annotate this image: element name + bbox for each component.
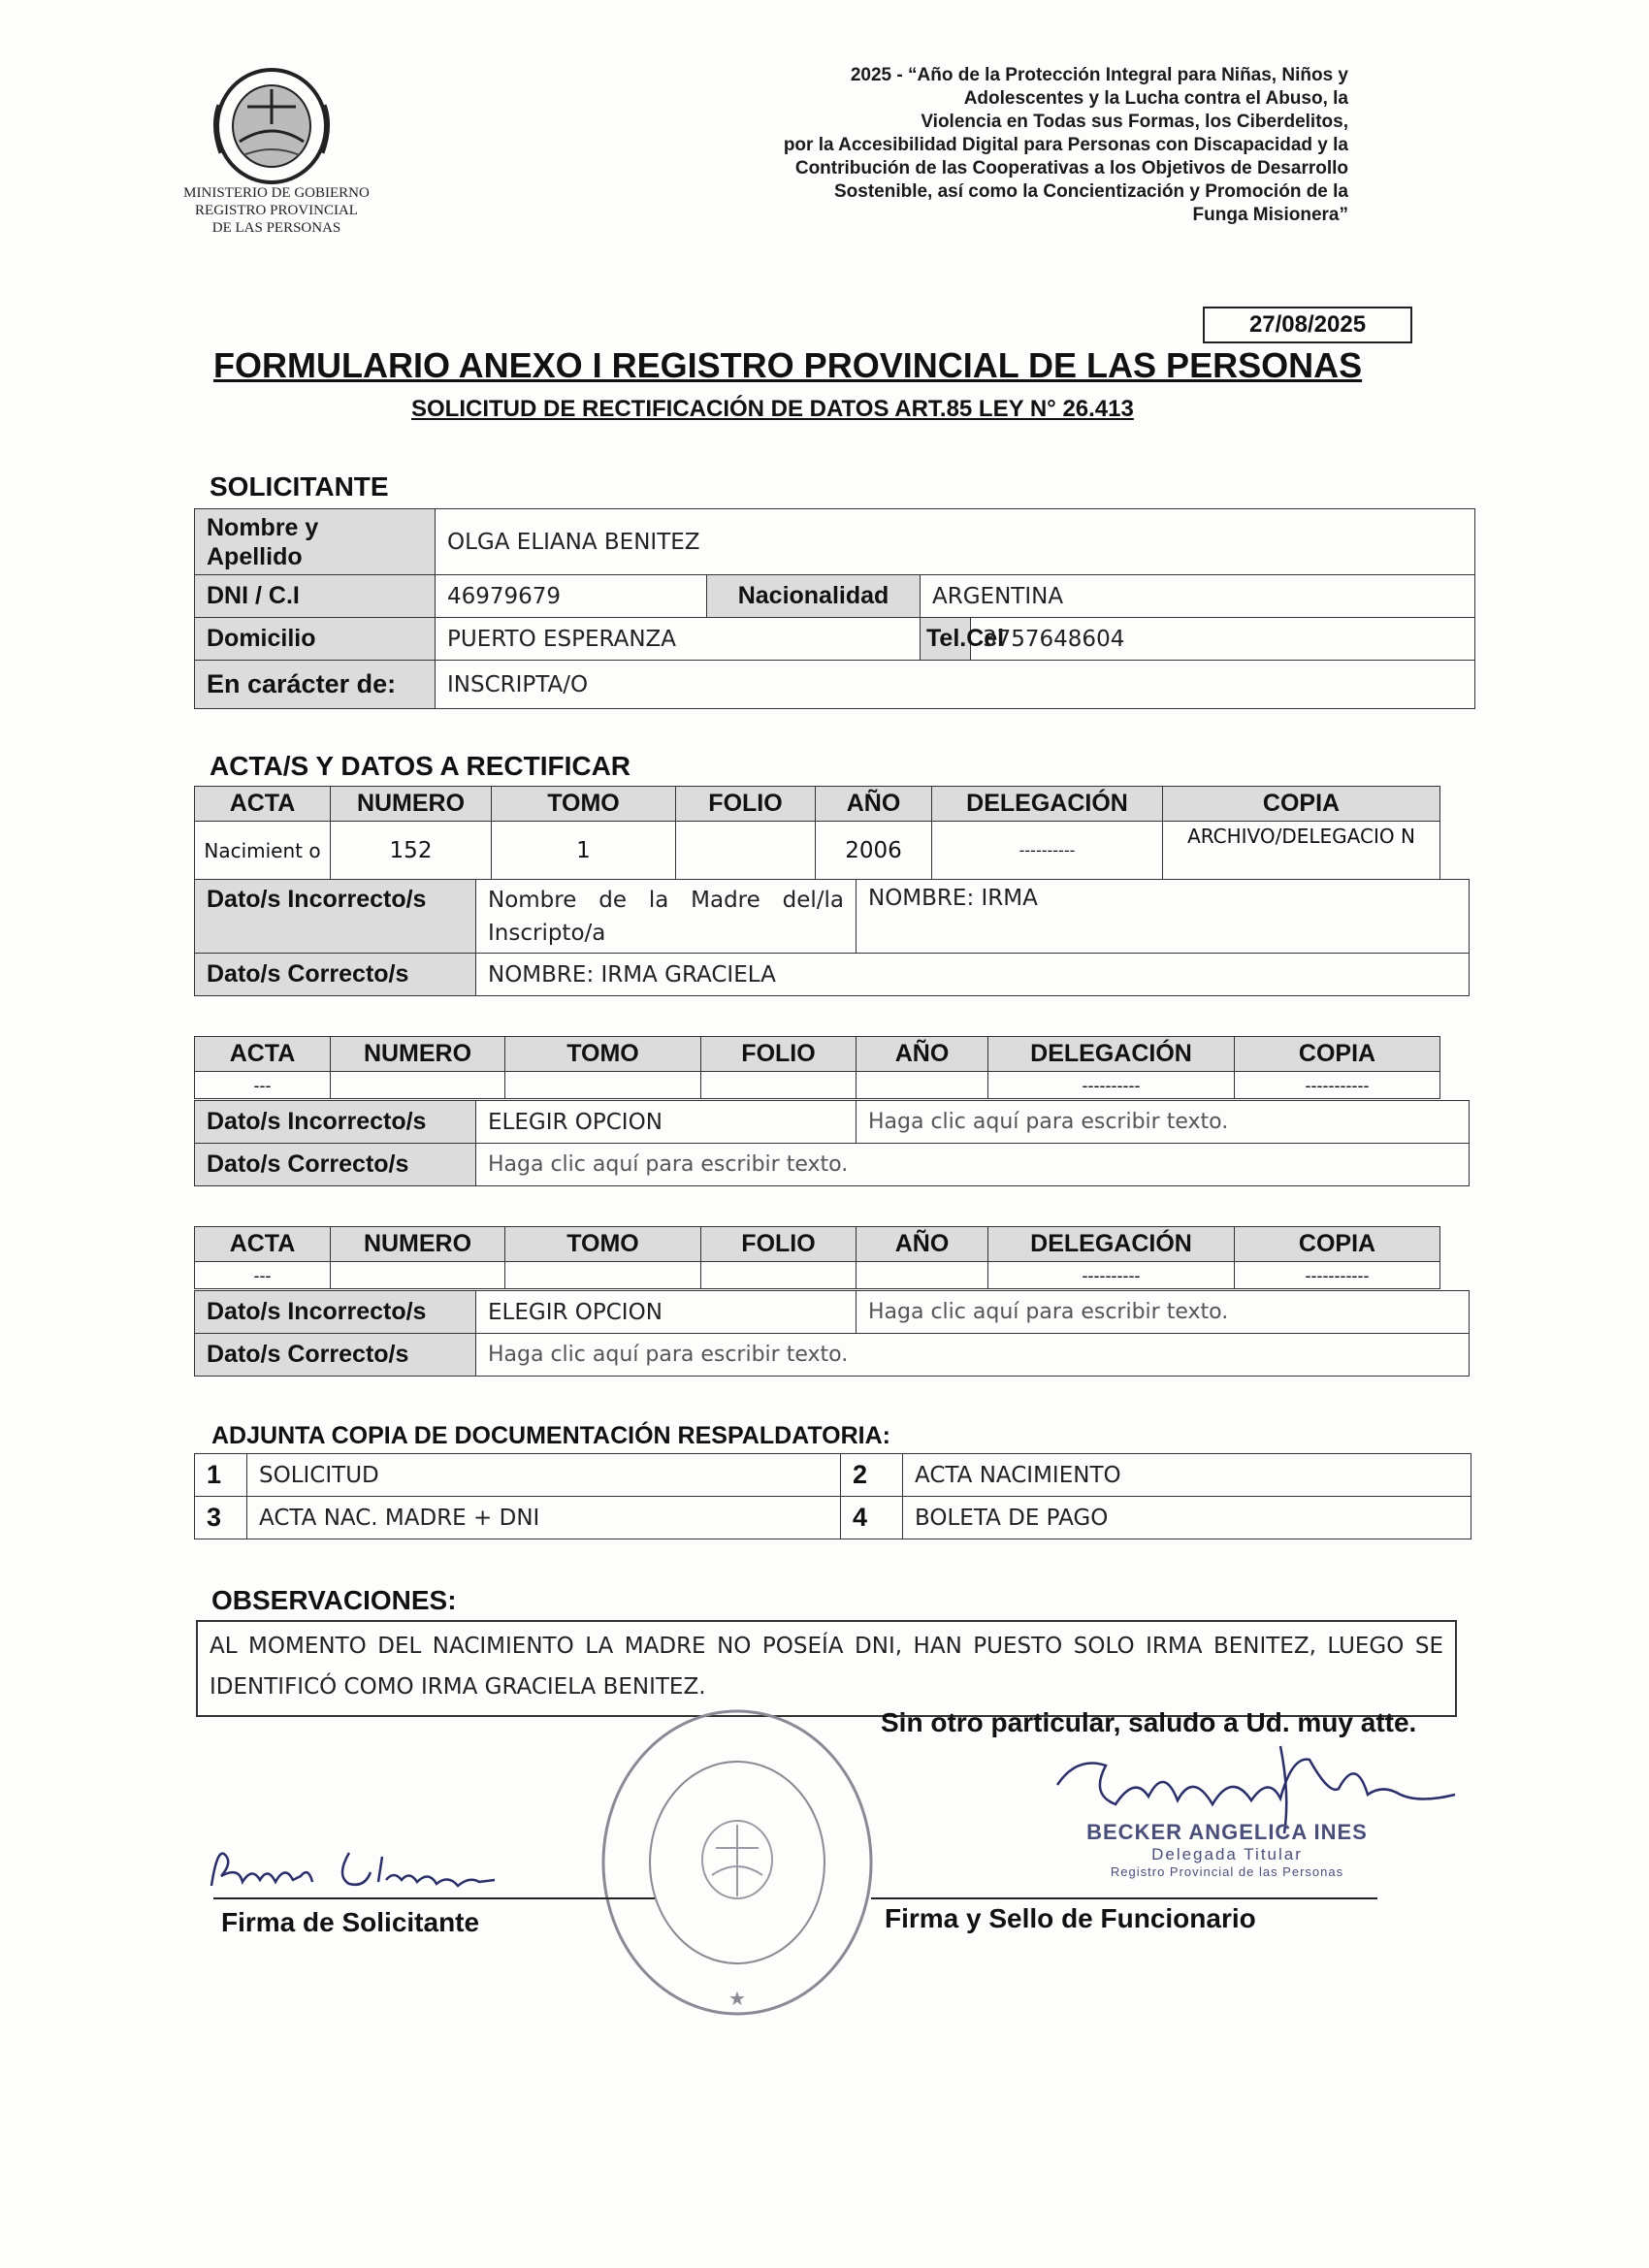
col-acta: ACTA <box>195 787 331 822</box>
nacionalidad-label: Nacionalidad <box>707 575 921 618</box>
folio-cell[interactable] <box>676 822 816 880</box>
folio-cell[interactable] <box>701 1072 857 1099</box>
col-delegacion: DELEGACIÓN <box>988 1227 1235 1262</box>
stamp-org: Registro Provincial de las Personas <box>1110 1864 1344 1879</box>
incorrecto-campo-select[interactable]: ELEGIR OPCION <box>476 1101 857 1144</box>
col-tomo: TOMO <box>492 787 676 822</box>
solicitante-table <box>194 508 1475 709</box>
solicitante-signature-line <box>213 1897 655 1899</box>
solicitante-heading: SOLICITANTE <box>210 471 389 502</box>
correcto-label: Dato/s Correcto/s <box>195 1144 476 1186</box>
acta-tipo-cell[interactable]: Nacimient o <box>195 822 331 880</box>
adjunto-num: 2 <box>841 1454 903 1497</box>
incorrecto-label: Dato/s Incorrecto/s <box>195 1101 476 1144</box>
acta-table-1 <box>194 786 1440 880</box>
correcto-valor[interactable]: Haga clic aquí para escribir texto. <box>476 1144 1470 1186</box>
adjunta-table <box>194 1453 1471 1539</box>
col-folio: FOLIO <box>701 1037 857 1072</box>
col-acta: ACTA <box>195 1227 331 1262</box>
correcto-valor[interactable]: NOMBRE: IRMA GRACIELA <box>476 954 1470 996</box>
delegation-seal <box>592 1702 883 2023</box>
funcionario-signature-label: Firma y Sello de Funcionario <box>885 1903 1256 1933</box>
delegacion-cell[interactable]: ---------- <box>988 1262 1235 1289</box>
dni-label: DNI / C.I <box>195 575 436 618</box>
incorrecto-label: Dato/s Incorrecto/s <box>195 880 476 954</box>
nombre-field[interactable]: OLGA ELIANA BENITEZ <box>436 509 1475 575</box>
dni-field[interactable]: 46979679 <box>436 575 707 618</box>
solicitante-signature <box>204 1837 534 1905</box>
form-subtitle: SOLICITUD DE RECTIFICACIÓN DE DATOS ART.85 LEY N° 26.413 <box>411 396 1134 422</box>
acta-table-2 <box>194 1036 1440 1099</box>
col-delegacion: DELEGACIÓN <box>932 787 1163 822</box>
col-tomo: TOMO <box>505 1037 701 1072</box>
col-copia: COPIA <box>1163 787 1440 822</box>
domicilio-label: Domicilio <box>195 618 436 661</box>
numero-cell[interactable] <box>331 1262 505 1289</box>
actas-heading: ACTA/S Y DATOS A RECTIFICAR <box>210 751 631 781</box>
copia-cell[interactable]: ARCHIVO/DELEGACIO N <box>1163 822 1440 880</box>
domicilio-field[interactable]: PUERTO ESPERANZA <box>436 618 921 661</box>
funcionario-signature-line <box>871 1897 1377 1899</box>
col-copia: COPIA <box>1235 1227 1440 1262</box>
observaciones-heading: OBSERVACIONES: <box>211 1585 457 1615</box>
tomo-cell[interactable]: 1 <box>492 822 676 880</box>
acta-datos-table-1 <box>194 879 1470 996</box>
caracter-field[interactable]: INSCRIPTA/O <box>436 661 1475 709</box>
adjunto-num: 3 <box>195 1497 247 1539</box>
incorrecto-valor[interactable]: Haga clic aquí para escribir texto. <box>857 1101 1470 1144</box>
form-title: FORMULARIO ANEXO I REGISTRO PROVINCIAL DE LAS PERSONAS <box>213 345 1363 385</box>
folio-cell[interactable] <box>701 1262 857 1289</box>
tomo-cell[interactable] <box>505 1262 701 1289</box>
svg-text:★: ★ <box>728 1987 746 2010</box>
adjunto-num: 1 <box>195 1454 247 1497</box>
col-folio: FOLIO <box>701 1227 857 1262</box>
correcto-valor[interactable]: Haga clic aquí para escribir texto. <box>476 1334 1470 1377</box>
adjunto-item[interactable]: ACTA NACIMIENTO <box>903 1454 1471 1497</box>
col-delegacion: DELEGACIÓN <box>988 1037 1235 1072</box>
ministry-name: MINISTERIO DE GOBIERNO REGISTRO PROVINCIAL DE LAS PERSONAS <box>183 185 370 236</box>
numero-cell[interactable] <box>331 1072 505 1099</box>
copia-cell[interactable]: ----------- <box>1235 1072 1440 1099</box>
anio-cell[interactable] <box>857 1072 988 1099</box>
correcto-label: Dato/s Correcto/s <box>195 954 476 996</box>
acta-tipo-cell[interactable]: --- <box>195 1262 331 1289</box>
numero-cell[interactable]: 152 <box>331 822 492 880</box>
caracter-label: En carácter de: <box>195 661 436 709</box>
funcionario-stamp <box>1067 1820 1387 1879</box>
col-copia: COPIA <box>1235 1037 1440 1072</box>
copia-cell[interactable]: ----------- <box>1235 1262 1440 1289</box>
provincial-logo <box>209 66 335 186</box>
col-folio: FOLIO <box>676 787 816 822</box>
col-anio: AÑO <box>857 1037 988 1072</box>
correcto-label: Dato/s Correcto/s <box>195 1334 476 1377</box>
adjunto-num: 4 <box>841 1497 903 1539</box>
col-anio: AÑO <box>816 787 932 822</box>
solicitante-signature-label: Firma de Solicitante <box>221 1907 480 1937</box>
delegacion-cell[interactable]: ---------- <box>932 822 1163 880</box>
stamp-role: Delegada Titular <box>1151 1845 1303 1863</box>
tel-field[interactable]: 3757648604 <box>971 618 1475 661</box>
col-acta: ACTA <box>195 1037 331 1072</box>
year-motto: 2025 - “Año de la Protección Integral para Niñas, Niños y Adolescentes y la Lucha contra el Abuso, la Violencia en Todas sus Formas, los Ciberdelitos, por la Accesibilidad Digital para Personas con Discapacidad y la Contribución de las Cooperativas a los Objetivos de Desarrollo Sostenible, así como la Concientización y Promoción de la Funga Misionera” <box>783 65 1348 225</box>
incorrecto-valor[interactable]: Haga clic aquí para escribir texto. <box>857 1291 1470 1334</box>
date-field[interactable]: 27/08/2025 <box>1203 307 1412 343</box>
col-numero: NUMERO <box>331 787 492 822</box>
incorrecto-label: Dato/s Incorrecto/s <box>195 1291 476 1334</box>
nacionalidad-field[interactable]: ARGENTINA <box>921 575 1475 618</box>
acta-datos-table-2 <box>194 1100 1470 1186</box>
acta-datos-table-3 <box>194 1290 1470 1377</box>
col-anio: AÑO <box>857 1227 988 1262</box>
col-numero: NUMERO <box>331 1037 505 1072</box>
tomo-cell[interactable] <box>505 1072 701 1099</box>
closing-text: Sin otro particular, saludo a Ud. muy atte. <box>881 1707 1417 1737</box>
acta-table-3 <box>194 1226 1440 1289</box>
adjunto-item[interactable]: SOLICITUD <box>247 1454 841 1497</box>
adjunto-item[interactable]: ACTA NAC. MADRE + DNI <box>247 1497 841 1539</box>
adjunta-heading: ADJUNTA COPIA DE DOCUMENTACIÓN RESPALDATORIA: <box>211 1422 890 1449</box>
delegacion-cell[interactable]: ---------- <box>988 1072 1235 1099</box>
col-numero: NUMERO <box>331 1227 505 1262</box>
tel-label: Tel.Cel <box>921 618 971 661</box>
anio-cell[interactable] <box>857 1262 988 1289</box>
incorrecto-valor[interactable]: NOMBRE: IRMA <box>857 880 1470 954</box>
anio-cell[interactable]: 2006 <box>816 822 932 880</box>
observaciones-field[interactable]: AL MOMENTO DEL NACIMIENTO LA MADRE NO POSEÍA DNI, HAN PUESTO SOLO IRMA BENITEZ, LUEGO SE IDENTIFICÓ COMO IRMA GRACIELA BENITEZ. <box>196 1620 1457 1717</box>
col-tomo: TOMO <box>505 1227 701 1262</box>
acta-tipo-cell[interactable]: --- <box>195 1072 331 1099</box>
nombre-label: Nombre y Apellido <box>195 509 436 575</box>
adjunto-item[interactable]: BOLETA DE PAGO <box>903 1497 1471 1539</box>
incorrecto-campo[interactable]: Nombre de la Madre del/la Inscripto/a <box>476 880 857 954</box>
stamp-name: BECKER ANGELICA INES <box>1086 1820 1368 1844</box>
incorrecto-campo-select[interactable]: ELEGIR OPCION <box>476 1291 857 1334</box>
